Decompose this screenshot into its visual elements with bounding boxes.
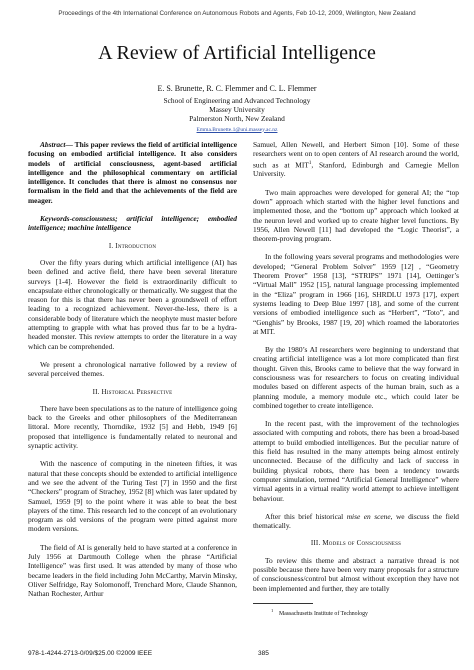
footnote-text: Massachusetts Institute of Technology <box>279 610 368 617</box>
section-heading-historical: II. Historical Perspective <box>92 387 173 396</box>
body-paragraph: In the following years several programs and methodologies were developed; “General Problem Solver” 1959 [12] , “Geometry Theorem Prover” 1958 [13], “STRIPS” 1971 [14], Oettinger’s “Virtual Mall” 1952 [15], natural language processing implemented in the “Eliza” program in 1966 [16], SHRDLU 1973 [17], expert systems leading to Deep Blue 1997 [18], and some of the current versions of embodied intelligence such as “Herbert”, “Toto”, and “Genghis” by Brooks, 1987 [19, 20] which roamed the laboratories at MIT. <box>253 252 459 336</box>
body-paragraph: To review this theme and abstract a narrative thread is not possible because there have been very many proposals for a structure of consciousness/control but almost without exception they have not been implemented and further, they are totally <box>253 555 459 593</box>
paragraph-text: After this brief historical <box>265 511 347 521</box>
author-email-link[interactable]: Emma.Brunette.1@uni.massey.ac.nz <box>196 126 278 133</box>
keywords <box>28 214 237 233</box>
body-paragraph <box>253 512 459 531</box>
abstract <box>28 140 237 205</box>
body-paragraph: Two main approaches were developed for general AI; the “top down” approach which started with the higher level functions and implemented those, and the “bottom up” approach which looked at the neuron level and worked up to create higher level functions. By 1956, Allen Newell [11] had developed the “Logic Theorist”, a theorem-proving program. <box>253 187 459 244</box>
body-paragraph: In the recent past, with the improvement of the technologies associated with computing and robots, there has been a broad-based attempt to build embodied intelligences. But the peculiar nature of this field has resulted in the many attempts being almost entirely unconnected. Because of the difficulty and lack of success in building physical robots, there has been a tendency towards computer simulation, termed “Artificial General Intelligence” where virtual agents in a virtual reality world attempt to achieve intelligent behaviour. <box>253 419 459 503</box>
paper-title: A Review of Artificial Intelligence <box>98 42 376 64</box>
abstract-text: This paper reviews the field of artificial intelligence focusing on embodied artificial intelligence. It also considers models of artificial consciousness, agent-based artificial intelligence and the philosophical commentary on artificial intelligence. It concludes that there is almost no consensus nor formalism in the field and that the achievements of the field are meager. <box>28 140 237 205</box>
affiliation <box>0 96 474 135</box>
body-paragraph: We present a chronological narrative followed by a review of several perceived themes. <box>28 359 237 379</box>
footnote-mark: 1 <box>271 607 274 613</box>
body-paragraph <box>253 140 459 179</box>
emphasis-text: mise en scene <box>346 511 391 521</box>
section-heading-introduction: I. Introduction <box>108 241 157 250</box>
proceedings-header: Proceedings of the 4th International Conference on Autonomous Robots and Agents, Feb 10-12, 2009, Wellington, New Zealand <box>58 10 416 17</box>
body-paragraph: With the nascence of computing in the nineteen fifties, it was natural that these concepts should be extended to artificial intelligence and we see the advent of the Turing Test [7] in 1950 and the first “Checkers” program of Strachey, 1952 [8] which was later updated by Samuel, 1959 [9] to the point where it was able to beat the best players of the time. This research led to the concept of an evolutionary program as old versions of the program were pitted against more modern versions. <box>28 459 237 534</box>
paragraph-text: , we discuss the field thematically. <box>253 511 459 531</box>
abstract-label: Abstract— <box>40 140 73 149</box>
body-paragraph: Over the fifty years during which artificial intelligence (AI) has been defined and active field, there have been several literature surveys [1-4]. However the field is extraordinarily difficult to encapsulate either chronologically or thematically. We suggest that the reason for this is that there has never been a groundswell of effort leading to a recognized achievement. Never-the-less, there is a considerable body of literature which the neophyte must master before attempting to grapple with what has proved thus far to be a hydra-headed monster. This review attempts to order the literature in a way which can be comprehended. <box>28 257 237 351</box>
body-paragraph: The field of AI is generally held to have started at a conference in July 1956 at Dartmouth College when the phrase “Artificial Intelligence” was first used. It was attended by many of those who became leaders in the field including John McCarthy, Marvin Minsky, Oliver Selfridge, Ray Solomonoff, Trenchard More, Claude Shannon, Nathan Rochester, Arthur <box>28 542 237 599</box>
page-number: 385 <box>258 650 269 657</box>
footnote-divider <box>253 603 313 604</box>
footnote <box>253 607 459 618</box>
right-column <box>253 140 459 618</box>
paragraph-text: Samuel, Allen Newell, and Herbert Simon [10]. Some of these researchers went on to open centers of AI research around the world, such as at MIT <box>253 140 459 170</box>
affiliation-line: School of Engineering and Advanced Technology <box>163 96 311 105</box>
authors: E. S. Brunette, R. C. Flemmer and C. L. Flemmer <box>157 84 317 93</box>
affiliation-line: Palmerston North, New Zealand <box>189 114 285 124</box>
footnote-ref: 1 <box>308 160 312 166</box>
copyright-footer: 978-1-4244-2713-0/09/$25.00 ©2009 IEEE <box>28 650 153 657</box>
affiliation-line: Massey University <box>209 105 265 115</box>
body-paragraph: By the 1980’s AI researchers were beginning to understand that creating artificial intelligence was a lot more complicated than first thought. Given this, Brooks came to believe that the way forward in consciousness was for researchers to focus on creating individual modules based on different aspects of the human brain, such as a planning module, a memory module etc., which could later be combined together to create intelligence. <box>253 345 459 410</box>
body-paragraph: There have been speculations as to the nature of intelligence going back to the Greeks and other philosophers of the Mediterranean littoral. More recently, Thorndike, 1932 [5] and Hebb, 1949 [6] proposed that intelligence is fundamentally related to neuronal and synaptic activity. <box>28 403 238 451</box>
keywords-text: artificial intelligence; embodied intelligence; machine intelligence <box>28 214 237 233</box>
section-heading-models: III. Models of Consciousness <box>310 539 402 548</box>
left-column <box>28 140 237 607</box>
keywords-label: Keywords-consciousness; <box>40 214 118 224</box>
paragraph-text: , Stanford, Edinburgh and Carnegie Mellon University. <box>253 160 459 179</box>
